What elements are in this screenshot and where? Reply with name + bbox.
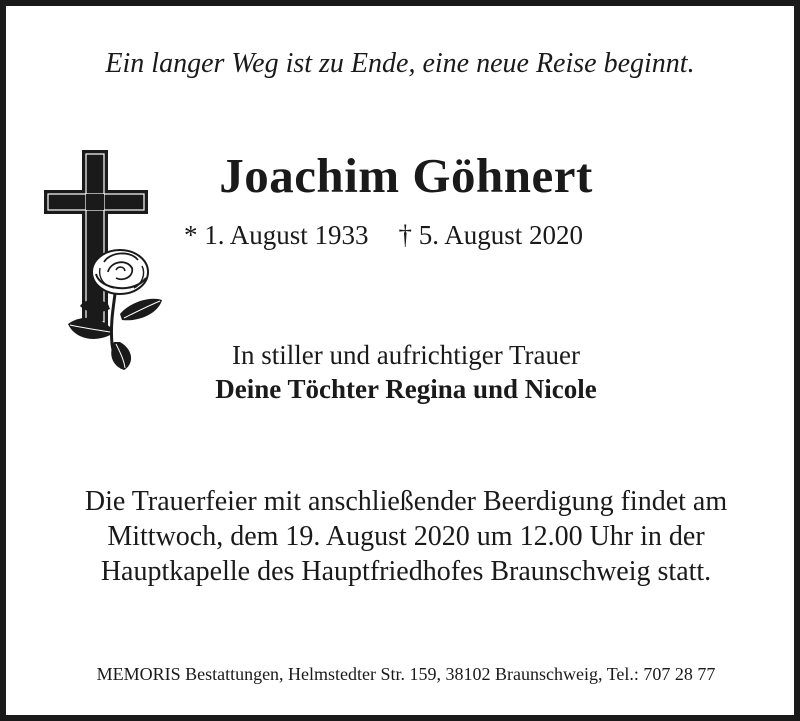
- cross-icon: [44, 150, 148, 326]
- ceremony-info: [6, 484, 800, 589]
- mourning-line: In stiller und aufrichtiger Trauer: [232, 340, 580, 370]
- life-dates: [184, 217, 583, 253]
- birth-date: * 1. August 1933: [184, 220, 369, 250]
- death-date: † 5. August 2020: [398, 220, 584, 250]
- ceremony-line: Die Trauerfeier mit anschließender Beerdigung findet am: [84, 486, 728, 517]
- signers: Deine Töchter Regina und Nicole: [215, 374, 597, 404]
- funeral-home-footer: MEMORIS Bestattungen, Helmstedter Str. 159, 38102 Braunschweig, Tel.: 707 28 77: [96, 664, 716, 684]
- ceremony-line: Mittwoch, dem 19. August 2020 um 12.00 Uhr in der: [107, 521, 705, 552]
- mourning-block: [6, 338, 800, 406]
- motto: Ein langer Weg ist zu Ende, eine neue Reise beginnt.: [105, 48, 695, 79]
- ceremony-line: Hauptkapelle des Hauptfriedhofes Braunschweig statt.: [100, 556, 712, 587]
- deceased-name: Joachim Göhnert: [219, 148, 593, 203]
